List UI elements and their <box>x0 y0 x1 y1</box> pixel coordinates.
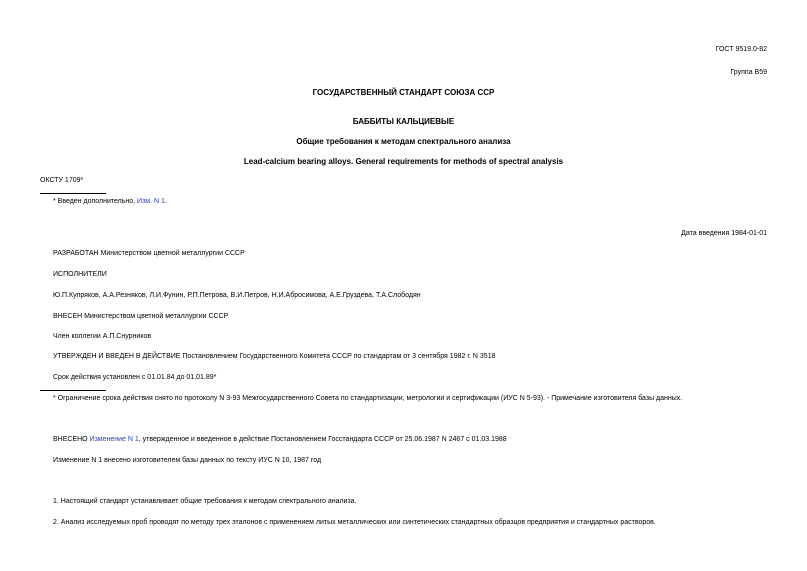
performers-list: Ю.П.Купряков, А.А.Резняков, Л.И.Фунин, Р.П.Петрова, В.И.Петров, Н.И.Абросимова, А.Е.Груздева, Т.А.Слободян <box>53 292 421 299</box>
developed-text: Министерством цветной металлургии СССР <box>98 250 245 257</box>
introduced-by <box>53 313 228 320</box>
paragraph-1: 1. Настоящий стандарт устанавливает общие требования к методам спектрального анализа. <box>53 498 357 505</box>
introduced-label: ВНЕСЕН <box>53 313 83 320</box>
approved-text: Постановлением Государственного Комитета СССР по стандартам от 3 сентября 1982 г. N 3518 <box>180 353 496 360</box>
footnote-divider <box>40 193 106 194</box>
paragraph-2: 2. Анализ исследуемых проб проводят по методу трех эталонов с применением литых металлических или синтетических стандартных образцов предприятия и стандартных растворов. <box>53 519 656 526</box>
developed-label: РАЗРАБОТАН <box>53 250 99 257</box>
introduction-date: Дата введения 1984-01-01 <box>681 230 767 237</box>
footnote-divider-2 <box>40 390 106 391</box>
group-code: Группа В59 <box>730 69 767 76</box>
amendment-link[interactable]: Изменение N 1 <box>89 436 139 443</box>
performers-label: ИСПОЛНИТЕЛИ <box>53 271 107 278</box>
amendment-note: Изменение N 1 внесено изготовителем базы данных по тексту ИУС N 10, 1987 год <box>53 457 322 464</box>
footnote-added <box>53 198 167 205</box>
footnote-added-prefix: * Введен дополнительно, <box>53 198 138 205</box>
footnote-added-suffix: . <box>164 198 167 205</box>
validity-footnote: * Ограничение срока действия снято по протоколу N 3-93 Межгосударственного Совета по стандартизации, метрологии и сертификации (ИУС N 5-93). - Примечание изготовителя базы данных. <box>53 395 683 402</box>
board-member: Член коллегии А.П.Снурников <box>53 333 152 340</box>
gost-number: ГОСТ 9519.0-82 <box>715 46 767 53</box>
amendment-prefix: ВНЕСЕНО <box>53 436 90 443</box>
approved-label: УТВЕРЖДЕН И ВВЕДЕН В ДЕЙСТВИЕ <box>53 353 181 360</box>
okstu-code: ОКСТУ 1709* <box>40 177 84 184</box>
document-subtitle: Общие требования к методам спектрального анализа <box>296 137 511 146</box>
developed-by <box>53 250 245 257</box>
introduced-text: Министерством цветной металлургии СССР <box>82 313 229 320</box>
amendment-statement <box>53 436 507 443</box>
document-title-english: Lead-calcium bearing alloys. General requirements for methods of spectral analysis <box>243 157 564 166</box>
document-title: БАББИТЫ КАЛЬЦИЕВЫЕ <box>352 117 455 126</box>
amendment-suffix: , утвержденное и введенное в действие Постановлением Госстандарта СССР от 25.06.1987 N 2467 с 01.03.1988 <box>138 436 507 443</box>
amendment-link-short[interactable]: Изм. N 1 <box>137 198 165 205</box>
approval-statement <box>53 353 495 360</box>
state-standard-heading: ГОСУДАРСТВЕННЫЙ СТАНДАРТ СОЮЗА ССР <box>312 88 495 97</box>
validity-period: Срок действия установлен с 01.01.84 до 01.01.89* <box>53 374 217 381</box>
